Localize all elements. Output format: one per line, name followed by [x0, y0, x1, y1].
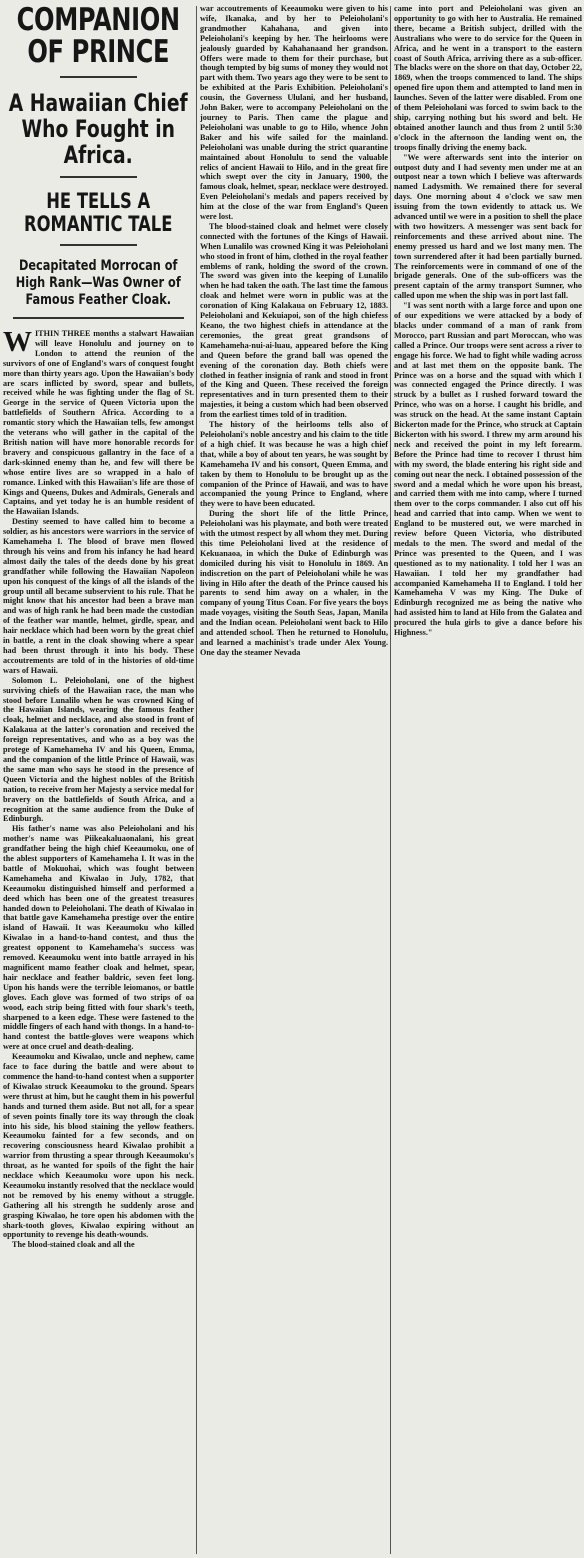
headline-line-2: OF PRINCE [27, 34, 170, 70]
paragraph: Solomon L. Peleioholani, one of the highest surviving chiefs of the Hawaiian race, the man who stood before Lunalilo when he was crowned King of the Hawaiian Islands, wearing the famous feather cloak, helmet and necklace, and also stood in front of Kalakaua at the latter's coronation and received the foreign representatives, and who as a boy was the protege of Kamehameha IV and his Queen, Emma, and the companion of the little Prince of Hawaii, was the same man who says he stood in the presence of Queen Victoria and the highest nobles of the British nation, to receive from her Majesty a service medal for bravery on the battlefields of South Africa, and a recognition at the same audience from the Duke of Edinburgh. [3, 675, 194, 824]
paragraph: WITHIN THREE months a stalwart Hawaiian will leave Honolulu and journey on to London to attend the reunion of the survivors of one of England's wars of conquest fought more than thirty years ago. Upon the Hawaiian's body are scars inflicted by sword, spear and bullets, received while he was fighting under the flag of St. George in the service of Queen Victoria upon the battlefields of Southern Africa. According to a romantic story which the Hawaiian tells, few amongst the veterans who will gather in the capital of the British nation will have more honorable records for bravery and conspicuous gallantry in the face of a dark-skinned enemy than he, and few will there be whose entire lives are so wrapped in a halo of romance. Linked with this Hawaiian's life are those of Kings and Queens, Dukes and Admirals, Generals and Captains, and yet today he is an humble resident of the Hawaiian Islands. [3, 326, 194, 517]
headline-line-1: COMPANION [16, 4, 181, 38]
paragraph: During the short life of the little Prince, Peleioholani was his playmate, and both were treated with the utmost respect by all whom they met. During this time Peleioholani lived at the residence of Kekuanaoa, in which the Duke of Edinburgh was domiciled during his visit to Honolulu in 1869. An indiscretion on the part of Peleioholani while he was living in Hilo after the death of the Prince caused his parents to send him away on a whaler, in the company of young Titus Coan. For five years the boys made voyages, visiting the South Seas, Japan, Manila and the Indian ocean. Peleioholani went back to Hilo and attended school. Then he returned to Honolulu, and learned a machinist's trade under Alex Young. One day the steamer Nevada [200, 509, 388, 657]
article-body-col1 [3, 326, 194, 1250]
separator [60, 244, 136, 246]
drop-cap: W [3, 326, 32, 358]
column-2 [197, 4, 390, 1554]
column-1 [0, 4, 196, 1554]
deck: Decapitated Morrocan of High Rank—Was Owner of Famous Feather Cloak. [15, 258, 182, 308]
headline [3, 4, 194, 68]
article-body-col2 [200, 4, 388, 658]
paragraph: The blood-stained cloak and helmet were closely connected with the fortunes of the Kings of Hawaii. When Lunalilo was crowned King it was Peleioholani who stood in front of him, clothed in the royal feather emblems of rank, holding the sword of the crown. The sword was given into the keeping of Lunalilo when he had taken the oath. The last time the famous cloak and helmet were worn in public was at the coronation of King Kalakaua on February 12, 1883. Peleioholani and Kekuiapoi, son of the high chiefess Keano, the two highest chiefs in attendance at the ceremonies, the great great grandsons of Kamehameha-nui-ai-luau, appeared before the King and Queen before the grand ball was opened the evening of the coronation day. Both chiefs were clothed in feather insignia of rank and stood in front of the King and Queen. These received the foreign representatives and in turn presented them to their majesties, it being a custom which had been observed from the earliest times told of in tradition. [200, 221, 388, 420]
separator [60, 176, 136, 178]
article-body-col3 [394, 4, 582, 638]
separator [60, 76, 136, 78]
paragraph: war accoutrements of Keeaumoku were given to his wife, Ikanaka, and by her to Peleioholani's grandmother Kahahana, and given into Peleioholani's keeping by her. The heirlooms were jealously guarded by Kahahanaand her grandson. Offers were made to them for their purchase, but though tempted by big sums of money they would not part with them. Two years ago they were to be sent to be exhibited at the Paris Exhibition. Peleioholani's cousin, the Governess Ululani, and her husband, John Baker, were to accompany Peleioholani on the journey to Paris. Then came the plague and Peleioholani was unable to go to Hilo, whence John Baker and his wife sailed for the mainland. Peleioholani was unable during the strict quarantine maintained about Honolulu to send the valuable relics of ancient Hawaii to Hilo, and in the great fire which swept over the city in January, 1900, the famous cloak, helmet, spear, necklace were destroyed. Even Peleioholani's medals and papers received by him at the close of the war from England's Queen were lost. [200, 4, 388, 222]
subtitle: A Hawaiian Chief Who Fought in Africa. [9, 89, 188, 169]
paragraph: Keeaumoku and Kiwalao, uncle and nephew, came face to face during the battle and were about to commence the hand-to-hand contest when a supporter of Kiwalao struck Keeaumoku to the ground. Spears were thrust at him, but he caught them in his powerful hands and turned them aside. But not all, for a spear of seven points finally tore its way through the cloak into his side, his blood staining the yellow feathers. Keeaumoku fainted for a few seconds, and on recovering consciousness heard Kiwalao prohibit a warrior from thrusting a spear through Keeaumoku's throat, as he wanted for spoils of the fight the hair necklace which Keeaumoku wore upon his neck. Keeaumoku instantly resolved that the necklace would not be removed by his enemy without a struggle. Gathering all his strength he suddenly arose and grasping Kiwalao, he tore open his abdomen with the shark-tooth gloves, Kiwalao expiring without an opportunity to revenge his death-wounds. [3, 1052, 194, 1240]
paragraph: The blood-stained cloak and all the [12, 1240, 135, 1250]
column-3 [391, 4, 584, 1554]
paragraph: "We were afterwards sent into the interior on outpost duty and I had seventy men under me at an outpost near a town which I believe was afterwards named Ladysmith. We remained there for several days. One morning about 4 o'clock we saw men issuing from the town evidently to attack us. We advanced until we were in a position to shell the place with two howitzers. A messenger was sent back for reinforcements and these arrived about nine. The enemy pressed us hard and we lost many men. The town surrendered after it had been partially burned. The reinforcements were in command of one of the brigade generals. One of the sub-officers was the present captain of the army transport Sumner, who called upon me when the ship was in port last fall. [394, 152, 582, 301]
paragraph: came into port and Peleioholani was given an opportunity to go with her to Australia. He remained there, became a British subject, drilled with the Australians who were to do service for the Queen in Africa, and he went in a transport to the eastern coast of South Africa, arriving there as a sub-officer. The blacks were on the shore on that day, October 22, 1869, when the troops commenced to land. The ships opened fire upon them and attempted to land men in launches. Seven of the latter were disabled. From one of them Peleioholani was forced to swim back to the ship, carrying nothing but his sword and belt. He obtained another launch and thus from 2 until 5:30 o'clock in the afternoon the landing went on, the troops finally driving the enemy back. [394, 4, 582, 152]
paragraph: His father's name was also Peleioholani and his mother's name was Piikeakaluaonalani, his great grandfather being the high chief Keeaumoku, one of the ablest supporters of Kamehameha I. It was in the battle of Mokuohai, which was fought between Kamehameha and Kiwalao in July, 1782, that Keeaumoku distinguished himself and performed a deed which has been one of the greatest treasures handed down to Peleioholani. The death of Kiwalao in that battle gave Kamehameha prestige over the entire island of Hawaii. It was Keeaumoku who killed Kiwalao in a hand-to-hand contest, and thus the greatest opponent to Kamehameha's success was removed. Keeaumoku went into battle arrayed in his magnificent mamo feather cloak and helmet, spear, hair necklace and feather baldric, seven feet long. Upon his hands were the terrible leiomanos, or battle gloves. Each glove was formed of two strips of oa wood, each strip being fitted with four shark's teeth, sharpened to a keen edge. These were fastened to the middle fingers of each hand with thongs. In a hand-to-hand contest the battle-gloves were weapons which were at once cruel and death-dealing. [3, 824, 194, 1052]
paragraph: "I was sent north with a large force and upon one of our expeditions we were attacked by a body of blacks under command of a man of rank from Morocco, part Russian and part Moroccan, who was called a Prince. Our troops were sent across a river to engage his force. We had to fight while wading across and at last met them on the opposite bank. The Prince was on a horse and the squad with which I was connected engaged the Prince directly. I was struck by a bullet as I rushed forward toward the Prince, who was on a horse. I caught his bridle, and was struck on the head. At the same instant Captain Bickerton made for the Prince, who struck at Captain Bickerton with his sword. I threw my arm around his neck and received the point in my left forearm. Before the Prince had time to recover I thrust him with my sword, the blade entering his right side and coming out near the neck. I obtained possession of the sword and a medal which he wore upon his breast, and carried them with me into camp, where I turned them over to the corps commander. I also cut off his head and carried that into camp. When we went to England to be mustered out, we were marched in review before Queen Victoria, who distributed medals to the men. The sword and medal of the Prince was presented to the Queen, and I was questioned as to my nationality. I told her I was an Hawaiian. I told her my grandfather had accompanied Kamehameha II to England. I told her Kamehameha V was my King. The Duke of Edinburgh recognized me as being the native who had assisted him to land at Hilo from the Galatea and procured the hula girls to give a dance before his Highness." [394, 301, 582, 638]
subhead: HE TELLS A ROMANTIC TALE [24, 189, 173, 236]
separator [13, 317, 185, 319]
paragraph: The history of the heirlooms tells also of Peleioholani's noble ancestry and his claim to the title of a high chief. It was because he was a high chief that, while a boy of about ten years, he was sought by Kamehameha IV and his consort, Queen Emma, and taken by them to Honolulu to be brought up as the companion of the Prince of Hawaii, and was to have accompanied the young Prince to England, where they were to have been educated. [200, 420, 388, 509]
paragraph: Destiny seemed to have called him to become a soldier, as his ancestors were warriors in the service of Kamehameha I. The blood of brave men flowed through his veins and from his infancy he had heard almost daily the tales of the deeds done by his great grandfather while following the Hawaiian Napoleon upon his conquest of the kings of all the islands of the group until all became subservient to his rule. That he might know that his ancestor had been a brave man and was of high rank he had been made the custodian of the feather war mantle, helmet, girdle, spear, and hair necklace which had been worn by the great chief in battle, a rent in the cloak showing where a spear had been thrust through it into his body. These accoutrements are told of in the histories of old-time wars of Hawaii. [3, 517, 194, 675]
